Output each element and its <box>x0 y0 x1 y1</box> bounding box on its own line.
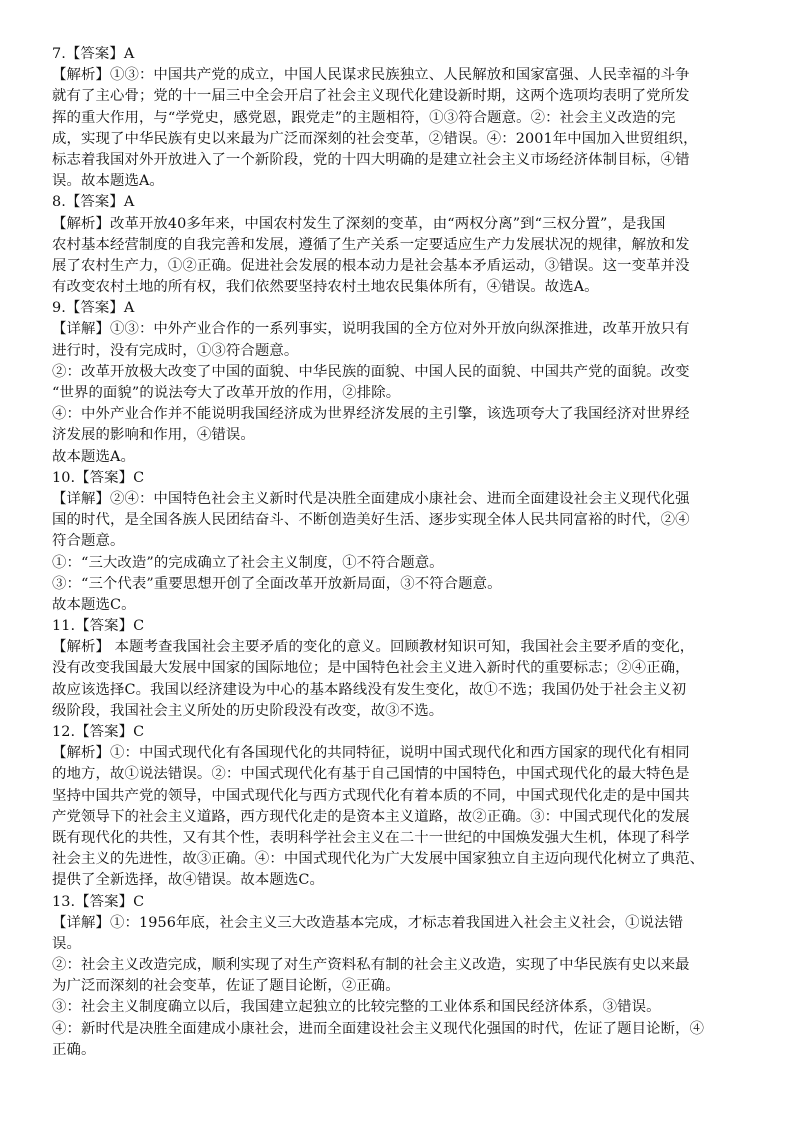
text-line: 正确。 <box>52 1041 96 1058</box>
text-line: 8.【答案】A <box>52 194 135 211</box>
text-line: 符合题意。 <box>52 533 125 550</box>
text-line: ②：社会主义改造完成，顺利实现了对生产资料私有制的社会主义改造，实现了中华民族有史以来最 <box>52 957 690 974</box>
text-line: 12.【答案】C <box>52 724 145 740</box>
text-line: 的地方，故①说法错误。②：中国式现代化有基于自己国情的中国特色，中国式现代化的最大特色是 <box>52 766 690 783</box>
text-line: 既有现代化的共性，又有其个性，表明科学社会主义在二十一世纪的中国焕发强大生机，体现了科学 <box>52 829 690 846</box>
text-line: ③：社会主义制度确立以后，我国建立起独立的比较完整的工业体系和国民经济体系，③错误。 <box>52 999 661 1016</box>
text-line: 【解析】改革开放40多年来，中国农村发生了深刻的变革，由“两权分离”到“三权分置”，是我国 <box>52 215 666 232</box>
text-line: 13.【答案】C <box>52 893 145 910</box>
text-line: 农村基本经营制度的自我完善和发展，遵循了生产关系一定要适应生产力发展状况的规律，解放和发 <box>52 236 690 253</box>
text-line: ④：中外产业合作并不能说明我国经济成为世界经济发展的主引擎，该选项夸大了我国经济对世界经 <box>52 406 690 423</box>
text-line: 误。故本题选A。 <box>52 173 164 190</box>
text-line: 有改变农村土地的所有权，我们依然要坚持农村土地农民集体所有，④错误。故选A。 <box>52 279 599 296</box>
text-line: 故本题选A。 <box>52 448 135 465</box>
text-line: 成，实现了中华民族有史以来最为广泛而深刻的社会变革，②错误。④：2001年中国加入世贸组织， <box>52 130 698 147</box>
text-line: ②：改革开放极大改变了中国的面貌、中华民族的面貌、中国人民的面貌、中国共产党的面貌。改变 <box>52 363 690 380</box>
text-line: 没有改变我国最大发展中国家的国际地位；是中国特色社会主义进入新时代的重要标志；②④正确， <box>52 660 690 677</box>
text-line: 【详解】①③：中外产业合作的一系列事实，说明我国的全方位对外开放向纵深推进，改革开放只有 <box>52 321 690 338</box>
text-line: 就有了主心骨；党的十一届三中全会开启了社会主义现代化建设新时期，这两个选项均表明了党所发 <box>52 88 690 105</box>
text-line: ④：新时代是决胜全面建成小康社会，进而全面建设社会主义现代化强国的时代，佐证了题目论断，④ <box>52 1020 705 1037</box>
text-line: 7.【答案】A <box>52 46 135 62</box>
text-line: 提供了全新选择，故④错误。故本题选C。 <box>52 872 324 889</box>
text-line: 产党领导下的社会主义道路，西方现代化走的是资本主义道路，故②正确。③：中国式现代化的发展 <box>52 808 690 825</box>
text-line: 【解析】①③：中国共产党的成立，中国人民谋求民族独立、人民解放和国家富强、人民幸福的斗争 <box>52 67 690 84</box>
text-line: 国的时代，是全国各族人民团结奋斗、不断创造美好生活、逐步实现全体人民共同富裕的时代，②④ <box>52 512 690 529</box>
text-line: 社会主义的先进性，故③正确。④：中国式现代化为广大发展中国家独立自主迈向现代化树立了典范、 <box>52 851 705 868</box>
text-line: 故应该选择C。我国以经济建设为中心的基本路线没有发生变化，故①不选；我国仍处于社会主义初 <box>52 681 687 698</box>
text-line: 11.【答案】C <box>52 618 145 635</box>
text-line: 展了农村生产力，①②正确。促进社会发展的根本动力是社会基本矛盾运动，③错误。这一变革并没 <box>52 257 690 274</box>
text-line: ③：“三个代表”重要思想开创了全面改革开放新局面，③不符合题意。 <box>52 575 502 592</box>
text-line: 济发展的影响和作用，④错误。 <box>52 427 255 444</box>
text-line: 9.【答案】A <box>52 300 135 317</box>
text-line: 挥的重大作用，与“学党史，感党恩，跟党走”的主题相符，①③符合题意。②：社会主义改造的完 <box>52 109 676 126</box>
text-line: 故本题选C。 <box>52 596 136 613</box>
text-line: ①：“三大改造”的完成确立了社会主义制度，①不符合题意。 <box>52 554 444 571</box>
text-line: 级阶段，我国社会主义所处的历史阶段没有改变，故③不选。 <box>52 702 444 719</box>
text-line: 【详解】②④：中国特色社会主义新时代是决胜全面建成小康社会、进而全面建设社会主义现代化强 <box>52 490 690 507</box>
text-line: 标志着我国对外开放进入了一个新阶段，党的十四大明确的是建立社会主义市场经济体制目标，④错 <box>52 151 690 168</box>
text-line: 进行时，没有完成时，①③符合题意。 <box>52 342 299 359</box>
text-line: 10.【答案】C <box>52 469 145 486</box>
text-line: 为广泛而深刻的社会变革，佐证了题目论断，②正确。 <box>52 978 400 995</box>
text-line: “世界的面貌”的说法夸大了改革开放的作用，②排除。 <box>52 385 401 401</box>
text-line: 【解析】①：中国式现代化有各国现代化的共同特征，说明中国式现代化和西方国家的现代化有相同 <box>52 745 690 762</box>
text-line: 坚持中国共产党的领导，中国式现代化与西方式现代化有着本质的不同，中国式现代化走的是中国共 <box>52 787 690 804</box>
text-line: 【详解】①：1956年底，社会主义三大改造基本完成，才标志着我国进入社会主义社会，①说法错 <box>52 914 684 931</box>
answer-text-body <box>52 44 748 1061</box>
text-line: 误。 <box>52 935 81 952</box>
text-line: 【解析】 本题考查我国社会主要矛盾的变化的意义。回顾教材知识可知，我国社会主要矛盾的变化， <box>52 639 695 656</box>
